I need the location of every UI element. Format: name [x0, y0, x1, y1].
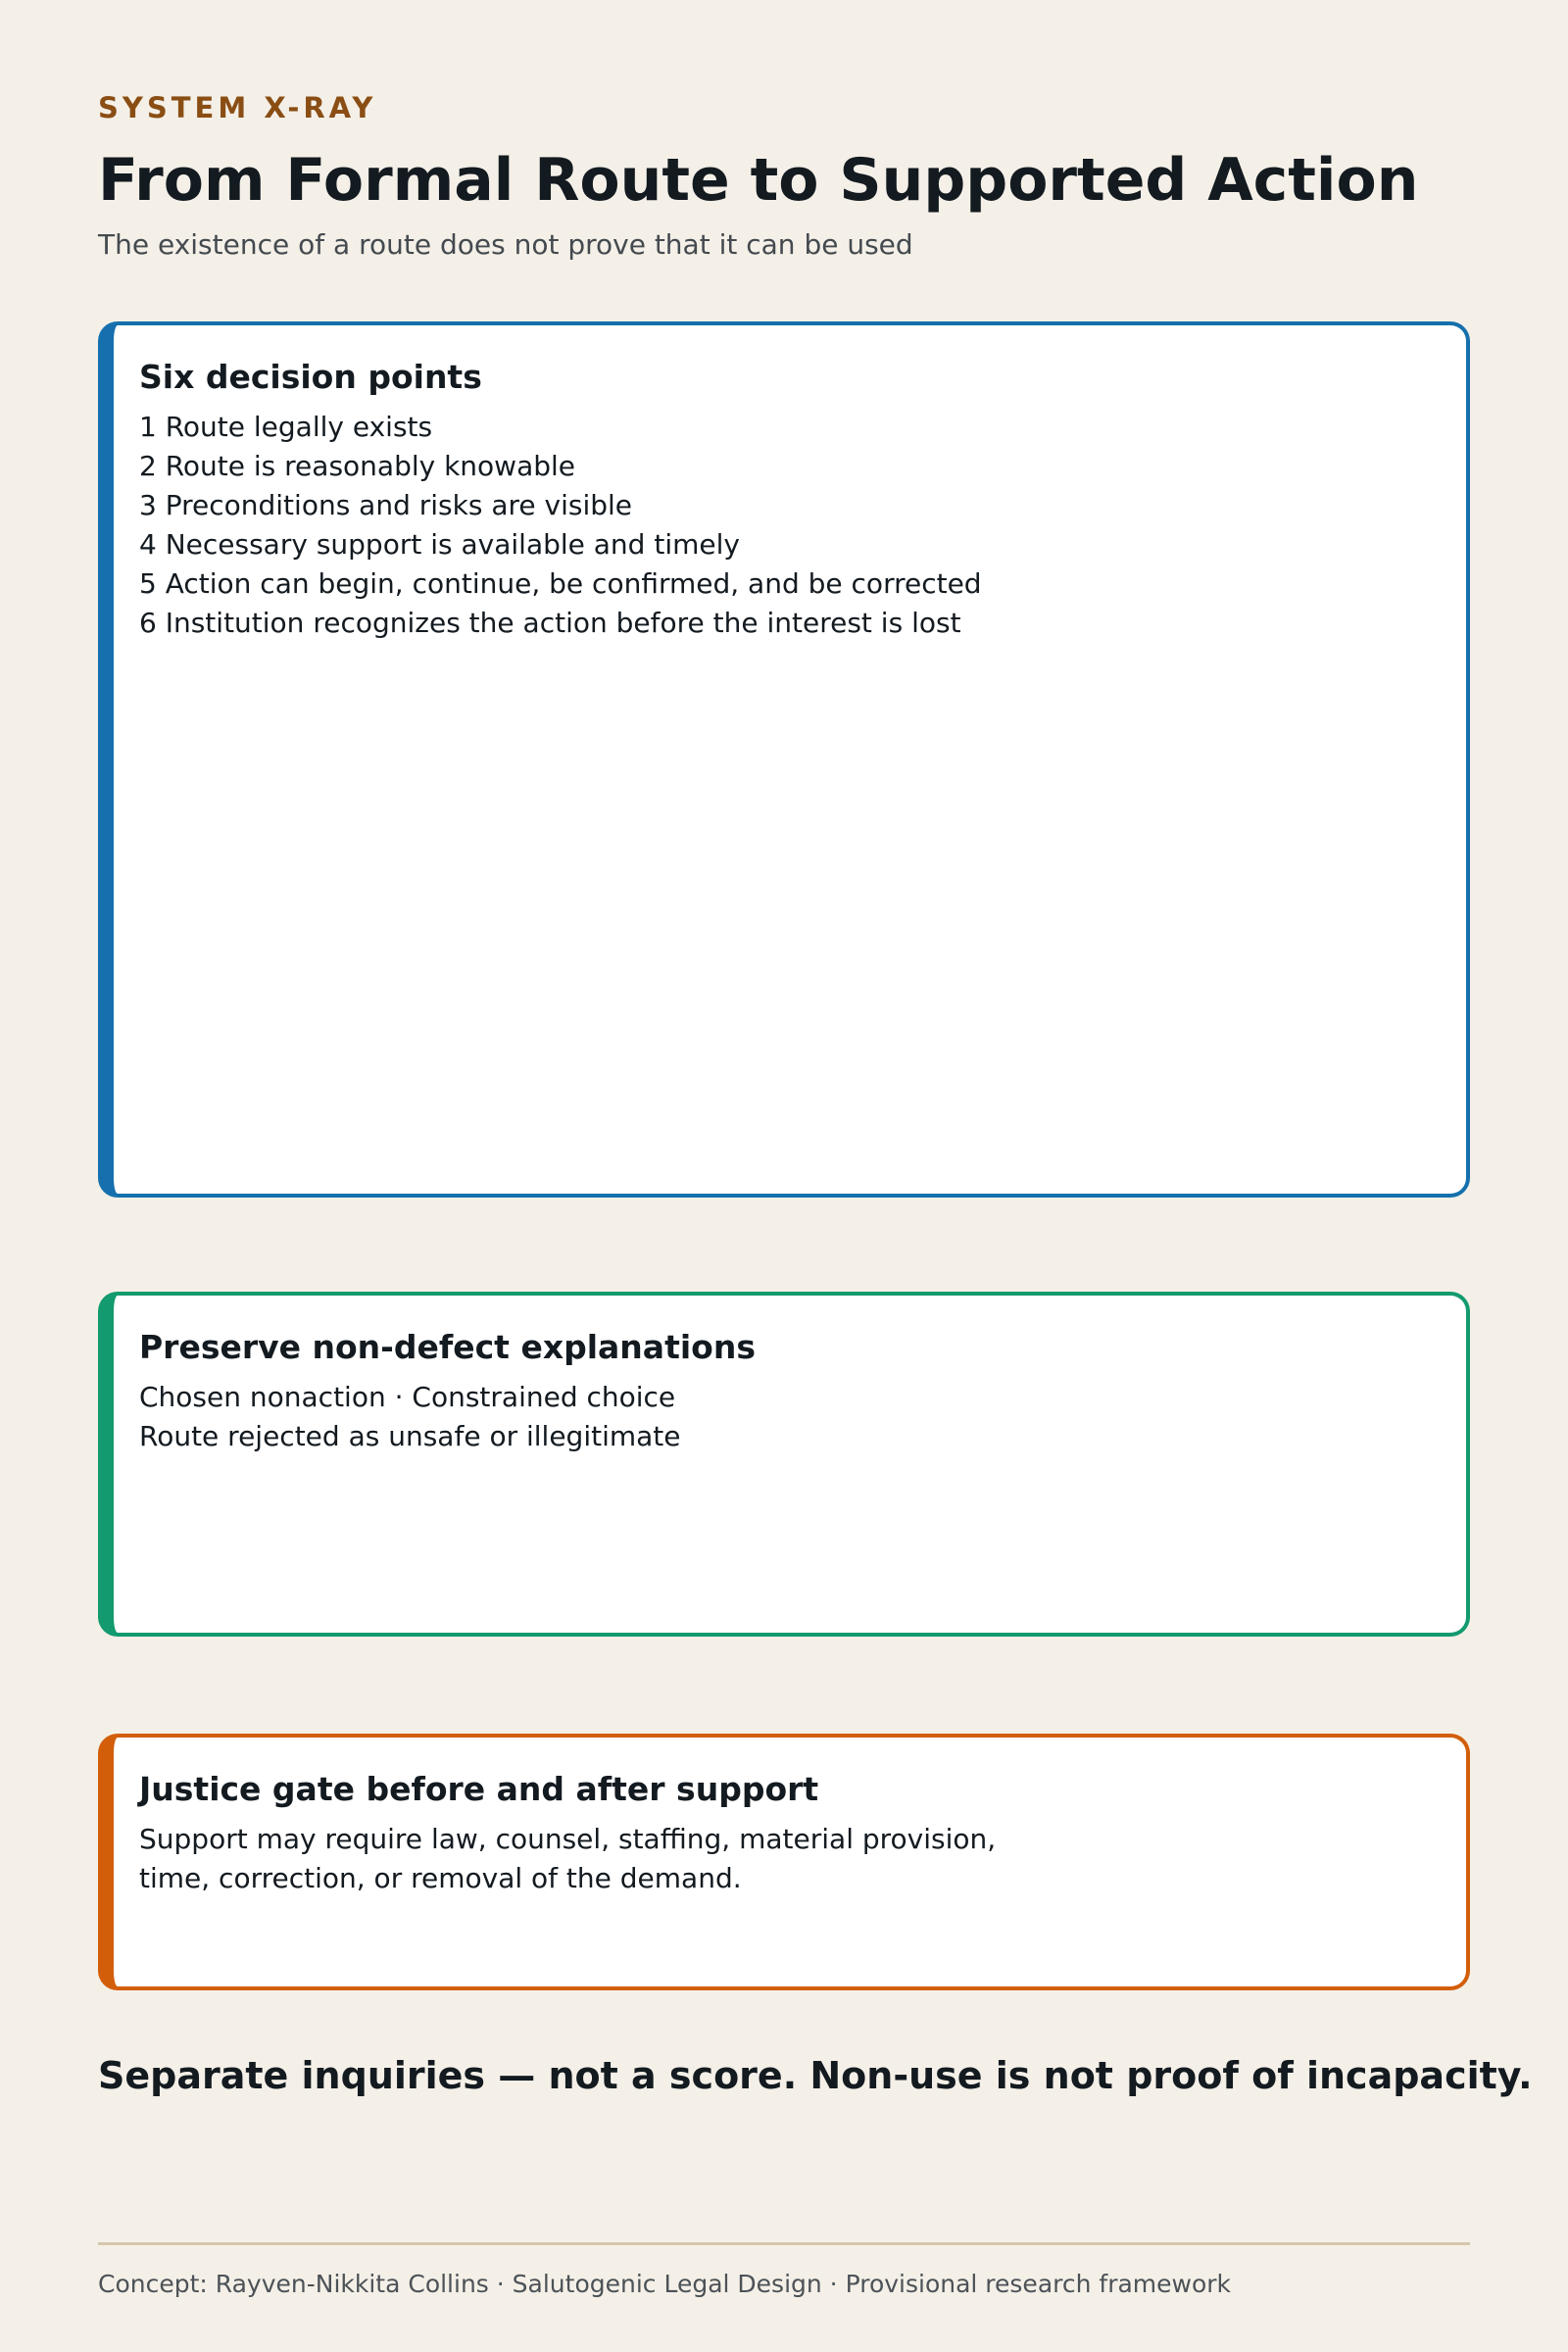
footer-divider: [98, 2242, 1470, 2245]
footer-credit: Concept: Rayven-Nikkita Collins · Salutogenic Legal Design · Provisional research framework: [98, 2270, 1232, 2298]
non-defect-explanation-line: Chosen nonaction · Constrained choice: [139, 1381, 676, 1413]
page-title: From Formal Route to Supported Action: [98, 146, 1419, 215]
justice-gate-card: [98, 1734, 1470, 1990]
justice-gate-heading: Justice gate before and after support: [139, 1770, 819, 1808]
justice-gate-line: time, correction, or removal of the demand.: [139, 1862, 742, 1894]
decision-points-heading: Six decision points: [139, 358, 482, 396]
decision-point-item: 5 Action can begin, continue, be confirmed, and be corrected: [139, 567, 982, 600]
non-defect-explanation-line: Route rejected as unsafe or illegitimate: [139, 1420, 681, 1452]
decision-point-item: 2 Route is reasonably knowable: [139, 450, 576, 482]
decision-point-item: 1 Route legally exists: [139, 411, 433, 443]
eyebrow-label: SYSTEM X-RAY: [98, 91, 377, 124]
decision-point-item: 6 Institution recognizes the action before the interest is lost: [139, 607, 961, 639]
justice-gate-line: Support may require law, counsel, staffing, material provision,: [139, 1823, 997, 1855]
non-defect-explanations-heading: Preserve non-defect explanations: [139, 1328, 756, 1366]
decision-points-card: [98, 321, 1470, 1198]
page-subtitle: The existence of a route does not prove that it can be used: [98, 228, 913, 261]
non-defect-explanations-card: [98, 1292, 1470, 1637]
decision-point-item: 3 Preconditions and risks are visible: [139, 489, 633, 521]
decision-point-item: 4 Necessary support is available and timely: [139, 528, 740, 561]
takeaway-statement: Separate inquiries — not a score. Non-use is not proof of incapacity.: [98, 2054, 1533, 2097]
